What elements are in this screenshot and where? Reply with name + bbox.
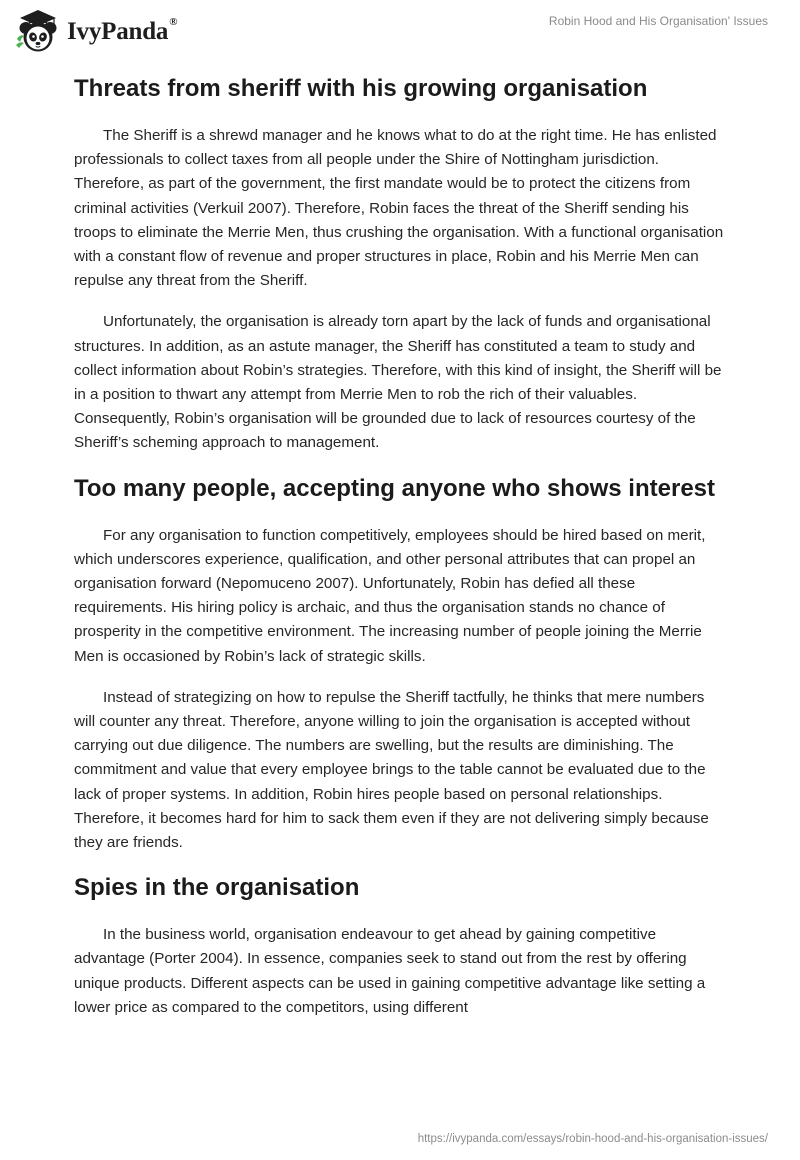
paragraph: Instead of strategizing on how to repulse the Sheriff tactfully, he thinks that mere numbers will counter any threat. Therefore, anyone willing to join the organisation is accepted without carrying out due diligence. The numbers are swelling, but the results are diminishing. The commitment and value that every employee brings to the table cannot be evaluated due to the lack of proper systems. In addition, Robin hires people based on personal relationships. Therefore, it becomes hard for him to sack them even if they are not delivering simply because they are friends. (74, 688, 709, 852)
logo-wordmark: IvyPanda® (67, 15, 178, 45)
panda-graduate-icon (14, 8, 62, 54)
section-heading: Too many people, accepting anyone who shows interest (74, 474, 716, 502)
source-url[interactable]: https://ivypanda.com/essays/robin-hood-and-his-organisation-issues/ (417, 1133, 768, 1145)
paragraph: For any organisation to function competitively, employees should be hired based on merit, which underscores experience, qualification, and other personal attributes that can propel an organisation forward (Nepomuceno 2007). Unfortunately, Robin has defied all these requirements. His hiring policy is archaic, and thus the organisation stands no chance of prosperity in the competitive environment. The increasing number of people joining the Merrie Men is occasioned by Robin’s lack of strategic skills. (74, 526, 706, 665)
paragraph: The Sheriff is a shrewd manager and he knows what to do at the right time. He has enlisted professionals to collect taxes from all people under the Shire of Nottingham jurisdiction. Therefore, as part of the government, the first mandate would be to protect the citizens from criminal activities (Verkuil 2007). Therefore, Robin faces the threat of the Sheriff sending his troops to eliminate the Merrie Men, thus crushing the organisation. With a functional organisation with a constant flow of revenue and proper structures in place, Robin and his Merrie Men can repulse any threat from the Sheriff. (74, 127, 724, 290)
paragraph: In the business world, organisation endeavour to get ahead by gaining competitive advantage (Porter 2004). In essence, companies seek to stand out from the rest by offering unique products. Different aspects can be used in gaining competitive advantage like setting a lower price as compared to the competitors, using different (74, 926, 706, 1016)
document-title: Robin Hood and His Organisation' Issues (548, 14, 768, 28)
section-heading: Threats from sheriff with his growing organisation (74, 75, 648, 102)
ivypanda-logo[interactable] (14, 8, 177, 54)
paragraph: Unfortunately, the organisation is already torn apart by the lack of funds and organisational structures. In addition, as an astute manager, the Sheriff has constituted a team to study and collect information about Robin’s strategies. Therefore, with this kind of insight, the Sheriff will be in a position to thwart any attempt from Merrie Men to rob the rich of their valuables. Consequently, Robin’s organisation will be grounded due to lack of resources courtesy of the Sheriff’s scheming approach to management. (74, 313, 722, 452)
essay-body (74, 71, 726, 1020)
page-header (0, 0, 800, 70)
section-heading: Spies in the organisation (74, 874, 360, 902)
